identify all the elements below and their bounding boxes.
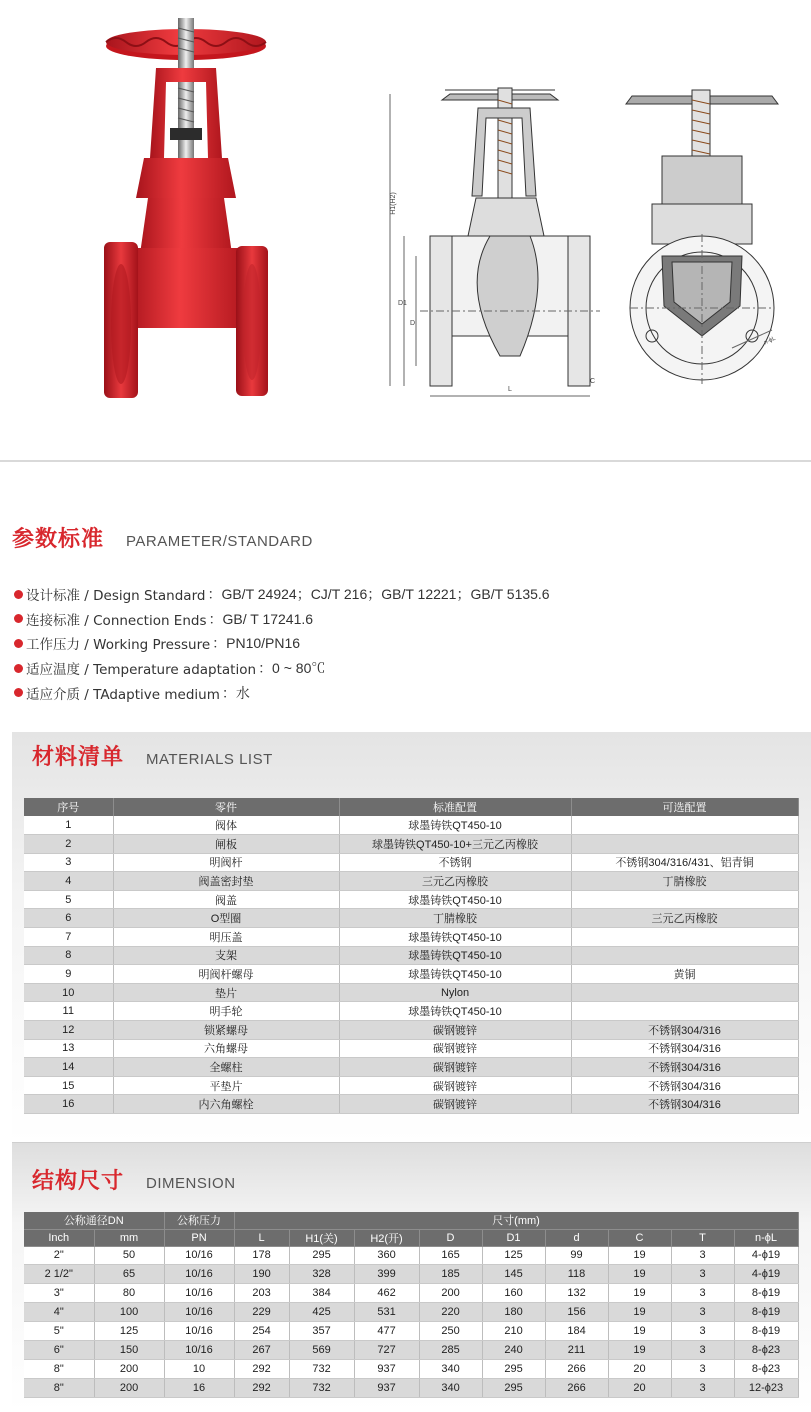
- param-temperature: 适应温度 / Temperature adaptation ：0 ~ 80℃: [14, 656, 804, 681]
- table-row: [24, 890, 798, 909]
- table-cell: 19: [608, 1340, 671, 1359]
- col-header: 可选配置: [571, 798, 798, 816]
- col-header: 零件: [113, 798, 339, 816]
- table-cell: 118: [545, 1265, 608, 1284]
- table-cell: 732: [289, 1359, 354, 1378]
- col-header: 标准配置: [339, 798, 571, 816]
- table-cell: 球墨铸铁QT450-10: [339, 928, 571, 947]
- bullet-icon: [14, 590, 23, 599]
- table-cell: 明手轮: [113, 1002, 339, 1021]
- table-cell: 3: [671, 1340, 734, 1359]
- table-cell: 三元乙丙橡胶: [571, 909, 798, 928]
- table-cell: 8-ϕ19: [734, 1284, 798, 1303]
- table-cell: 8": [24, 1359, 94, 1378]
- table-cell: 不锈钢304/316: [571, 1021, 798, 1040]
- table-row: [24, 1039, 798, 1058]
- table-row: [24, 853, 798, 872]
- table-row: [24, 1095, 798, 1114]
- table-cell: 220: [419, 1303, 482, 1322]
- group-header-pn: 公称压力: [164, 1212, 234, 1229]
- table-row: [24, 1246, 798, 1265]
- table-cell: 12-ϕ23: [734, 1378, 798, 1397]
- table-cell: 碳钢镀锌: [339, 1095, 571, 1114]
- table-row: [24, 1002, 798, 1021]
- table-cell: 球墨铸铁QT450-10: [339, 890, 571, 909]
- table-cell: 203: [234, 1284, 289, 1303]
- table-cell: 266: [545, 1378, 608, 1397]
- table-row: [24, 946, 798, 965]
- table-cell: 125: [94, 1322, 164, 1341]
- table-cell: 328: [289, 1265, 354, 1284]
- drawing-label-l: L: [508, 386, 512, 393]
- table-cell: 937: [354, 1359, 419, 1378]
- table-cell: 99: [545, 1246, 608, 1265]
- table-cell: 19: [608, 1246, 671, 1265]
- table-cell: 254: [234, 1322, 289, 1341]
- table-cell: 19: [608, 1303, 671, 1322]
- bullet-icon: [14, 664, 23, 673]
- table-cell: 13: [24, 1039, 113, 1058]
- table-cell: 8": [24, 1378, 94, 1397]
- table-cell: 210: [482, 1322, 545, 1341]
- table-cell: 三元乙丙橡胶: [339, 872, 571, 891]
- table-cell: 10/16: [164, 1303, 234, 1322]
- table-cell: 211: [545, 1340, 608, 1359]
- table-cell: 球墨铸铁QT450-10: [339, 946, 571, 965]
- table-cell: 8-ϕ19: [734, 1303, 798, 1322]
- bullet-icon: [14, 614, 23, 623]
- table-cell: 185: [419, 1265, 482, 1284]
- table-cell: 3: [671, 1359, 734, 1378]
- table-cell: 156: [545, 1303, 608, 1322]
- table-cell: 2 1/2": [24, 1265, 94, 1284]
- table-cell: 178: [234, 1246, 289, 1265]
- table-cell: 3: [24, 853, 113, 872]
- dimension-title-en: DIMENSION: [146, 1175, 236, 1192]
- table-cell: 165: [419, 1246, 482, 1265]
- table-cell: 19: [608, 1265, 671, 1284]
- table-cell: O型圈: [113, 909, 339, 928]
- table-cell: 不锈钢304/316/431、铝青铜: [571, 853, 798, 872]
- drawing-label-nl: n-ϕL: [763, 335, 777, 347]
- table-cell: 碳钢镀锌: [339, 1039, 571, 1058]
- table-cell: 锁紧螺母: [113, 1021, 339, 1040]
- table-cell: 垫片: [113, 983, 339, 1002]
- table-cell: 4-ϕ19: [734, 1246, 798, 1265]
- table-cell: 50: [94, 1246, 164, 1265]
- group-header-dn: 公称通径DN: [24, 1212, 164, 1229]
- table-cell: 19: [608, 1284, 671, 1303]
- table-cell: 732: [289, 1378, 354, 1397]
- table-cell: 292: [234, 1359, 289, 1378]
- table-cell: Nylon: [339, 983, 571, 1002]
- col-header: n-ϕL: [734, 1229, 798, 1246]
- parameter-list: [14, 582, 804, 705]
- col-header: C: [608, 1229, 671, 1246]
- table-cell: 180: [482, 1303, 545, 1322]
- table-cell: 3: [671, 1378, 734, 1397]
- parameter-title-en: PARAMETER/STANDARD: [126, 533, 313, 550]
- table-cell: 4": [24, 1303, 94, 1322]
- table-cell: 阀盖: [113, 890, 339, 909]
- table-cell: 3: [671, 1246, 734, 1265]
- table-cell: 支架: [113, 946, 339, 965]
- table-cell: 黄铜: [571, 965, 798, 984]
- table-cell: 357: [289, 1322, 354, 1341]
- section-drawing: [380, 86, 600, 406]
- bullet-icon: [14, 688, 23, 697]
- table-cell: 295: [482, 1378, 545, 1397]
- table-cell: 丁腈橡胶: [571, 872, 798, 891]
- table-cell: [571, 1002, 798, 1021]
- table-cell: 9: [24, 965, 113, 984]
- table-row: [24, 965, 798, 984]
- table-cell: 8-ϕ23: [734, 1340, 798, 1359]
- parameter-title-cn: 参数标准: [12, 527, 105, 552]
- table-cell: [571, 928, 798, 947]
- table-cell: 462: [354, 1284, 419, 1303]
- table-cell: 132: [545, 1284, 608, 1303]
- dimension-table: [24, 1212, 799, 1398]
- table-cell: 7: [24, 928, 113, 947]
- drawing-label-h: H1(H2): [389, 192, 397, 215]
- table-cell: 10/16: [164, 1322, 234, 1341]
- table-row: [24, 872, 798, 891]
- table-cell: 阀体: [113, 816, 339, 835]
- table-cell: 266: [545, 1359, 608, 1378]
- table-cell: 384: [289, 1284, 354, 1303]
- table-cell: 明阀杆螺母: [113, 965, 339, 984]
- table-row: [24, 835, 798, 854]
- table-cell: 4: [24, 872, 113, 891]
- table-row: [24, 983, 798, 1002]
- table-cell: 267: [234, 1340, 289, 1359]
- table-cell: 10/16: [164, 1246, 234, 1265]
- table-cell: 3: [671, 1284, 734, 1303]
- dimension-heading: [32, 1164, 236, 1195]
- drawing-label-d: D: [410, 320, 416, 327]
- table-cell: 292: [234, 1378, 289, 1397]
- table-cell: 平垫片: [113, 1076, 339, 1095]
- table-cell: 3": [24, 1284, 94, 1303]
- table-cell: 360: [354, 1246, 419, 1265]
- table-cell: 937: [354, 1378, 419, 1397]
- table-cell: 6": [24, 1340, 94, 1359]
- table-cell: 125: [482, 1246, 545, 1265]
- table-cell: 球墨铸铁QT450-10+三元乙丙橡胶: [339, 835, 571, 854]
- table-cell: 65: [94, 1265, 164, 1284]
- table-cell: 340: [419, 1378, 482, 1397]
- group-header-size: 尺寸(mm): [234, 1212, 798, 1229]
- col-header: PN: [164, 1229, 234, 1246]
- param-design-standard: 设计标准 / Design Standard ：GB/T 24924；CJ/T 216；GB/T 12221；GB/T 5135.6: [14, 582, 804, 607]
- col-header: H1(关): [289, 1229, 354, 1246]
- table-cell: 11: [24, 1002, 113, 1021]
- table-cell: [571, 890, 798, 909]
- table-cell: 14: [24, 1058, 113, 1077]
- table-cell: 295: [289, 1246, 354, 1265]
- table-cell: 不锈钢304/316: [571, 1076, 798, 1095]
- materials-title-cn: 材料清单: [32, 745, 125, 770]
- col-header: Inch: [24, 1229, 94, 1246]
- table-cell: 4-ϕ19: [734, 1265, 798, 1284]
- table-cell: 明阀杆: [113, 853, 339, 872]
- table-cell: 477: [354, 1322, 419, 1341]
- col-header: D: [419, 1229, 482, 1246]
- drawing-label-c: C: [590, 378, 596, 385]
- table-cell: 3: [671, 1322, 734, 1341]
- materials-title-en: MATERIALS LIST: [146, 751, 273, 768]
- table-cell: 285: [419, 1340, 482, 1359]
- materials-heading: [32, 740, 273, 771]
- table-row: [24, 1378, 798, 1397]
- table-cell: 3: [671, 1265, 734, 1284]
- table-cell: 6: [24, 909, 113, 928]
- table-cell: 10: [24, 983, 113, 1002]
- table-cell: 531: [354, 1303, 419, 1322]
- table-cell: 399: [354, 1265, 419, 1284]
- table-cell: 12: [24, 1021, 113, 1040]
- table-cell: 190: [234, 1265, 289, 1284]
- table-cell: 1: [24, 816, 113, 835]
- table-cell: 内六角螺栓: [113, 1095, 339, 1114]
- table-cell: 8: [24, 946, 113, 965]
- table-cell: 200: [419, 1284, 482, 1303]
- table-cell: 150: [94, 1340, 164, 1359]
- col-header: H2(开): [354, 1229, 419, 1246]
- table-row: [24, 909, 798, 928]
- parameter-heading: [12, 522, 313, 553]
- table-row: [24, 1340, 798, 1359]
- table-cell: 340: [419, 1359, 482, 1378]
- table-cell: 200: [94, 1378, 164, 1397]
- table-cell: 250: [419, 1322, 482, 1341]
- table-row: [24, 1303, 798, 1322]
- table-cell: 碳钢镀锌: [339, 1076, 571, 1095]
- section-divider: [0, 460, 811, 462]
- table-row: [24, 1322, 798, 1341]
- table-cell: 不锈钢304/316: [571, 1058, 798, 1077]
- table-cell: 569: [289, 1340, 354, 1359]
- param-working-pressure: 工作压力 / Working Pressure ：PN10/PN16: [14, 631, 804, 656]
- table-cell: 球墨铸铁QT450-10: [339, 816, 571, 835]
- table-cell: 球墨铸铁QT450-10: [339, 1002, 571, 1021]
- table-cell: 16: [164, 1378, 234, 1397]
- materials-table: [24, 798, 799, 1114]
- table-cell: 六角螺母: [113, 1039, 339, 1058]
- table-cell: 425: [289, 1303, 354, 1322]
- table-cell: 不锈钢304/316: [571, 1039, 798, 1058]
- table-cell: 160: [482, 1284, 545, 1303]
- table-cell: 10/16: [164, 1265, 234, 1284]
- bullet-icon: [14, 639, 23, 648]
- table-row: [24, 928, 798, 947]
- table-row: [24, 1265, 798, 1284]
- dimension-title-cn: 结构尺寸: [32, 1169, 125, 1194]
- param-medium: 适应介质 / TAdaptive medium ：水: [14, 680, 804, 705]
- col-header: D1: [482, 1229, 545, 1246]
- table-row: [24, 1359, 798, 1378]
- table-cell: 20: [608, 1378, 671, 1397]
- table-cell: 10: [164, 1359, 234, 1378]
- table-cell: 2": [24, 1246, 94, 1265]
- table-cell: 145: [482, 1265, 545, 1284]
- table-cell: 5: [24, 890, 113, 909]
- table-cell: 80: [94, 1284, 164, 1303]
- dimension-group-row: [24, 1212, 798, 1229]
- table-cell: 8-ϕ23: [734, 1359, 798, 1378]
- table-cell: 5": [24, 1322, 94, 1341]
- table-cell: 全螺柱: [113, 1058, 339, 1077]
- table-cell: [571, 983, 798, 1002]
- table-cell: [571, 946, 798, 965]
- table-row: [24, 1284, 798, 1303]
- end-view-drawing: [622, 86, 782, 386]
- table-row: [24, 1076, 798, 1095]
- materials-header-row: [24, 798, 798, 816]
- materials-body: [24, 816, 798, 1114]
- table-cell: 明压盖: [113, 928, 339, 947]
- table-cell: 240: [482, 1340, 545, 1359]
- table-cell: 不锈钢: [339, 853, 571, 872]
- table-cell: 碳钢镀锌: [339, 1058, 571, 1077]
- table-cell: 229: [234, 1303, 289, 1322]
- table-cell: 19: [608, 1322, 671, 1341]
- col-header: d: [545, 1229, 608, 1246]
- table-cell: 100: [94, 1303, 164, 1322]
- product-images: [0, 0, 811, 460]
- col-header: T: [671, 1229, 734, 1246]
- table-cell: 295: [482, 1359, 545, 1378]
- table-cell: 10/16: [164, 1284, 234, 1303]
- table-cell: 丁腈橡胶: [339, 909, 571, 928]
- table-cell: 碳钢镀锌: [339, 1021, 571, 1040]
- col-header: mm: [94, 1229, 164, 1246]
- table-cell: 3: [671, 1303, 734, 1322]
- table-cell: 8-ϕ19: [734, 1322, 798, 1341]
- dimension-body: [24, 1246, 798, 1397]
- table-cell: 闸板: [113, 835, 339, 854]
- table-cell: 球墨铸铁QT450-10: [339, 965, 571, 984]
- table-row: [24, 1058, 798, 1077]
- table-cell: 20: [608, 1359, 671, 1378]
- valve-photo: [96, 18, 296, 406]
- table-row: [24, 816, 798, 835]
- table-cell: 10/16: [164, 1340, 234, 1359]
- col-header: 序号: [24, 798, 113, 816]
- param-connection-ends: 连接标准 / Connection Ends ：GB/ T 17241.6: [14, 607, 804, 632]
- table-cell: 200: [94, 1359, 164, 1378]
- table-cell: [571, 816, 798, 835]
- table-cell: 16: [24, 1095, 113, 1114]
- table-row: [24, 1021, 798, 1040]
- table-cell: [571, 835, 798, 854]
- table-cell: 184: [545, 1322, 608, 1341]
- table-cell: 阀盖密封垫: [113, 872, 339, 891]
- table-cell: 2: [24, 835, 113, 854]
- col-header: L: [234, 1229, 289, 1246]
- table-cell: 不锈钢304/316: [571, 1095, 798, 1114]
- table-cell: 727: [354, 1340, 419, 1359]
- table-cell: 15: [24, 1076, 113, 1095]
- dimension-header-row: [24, 1229, 798, 1246]
- drawing-label-d1: D1: [398, 300, 407, 307]
